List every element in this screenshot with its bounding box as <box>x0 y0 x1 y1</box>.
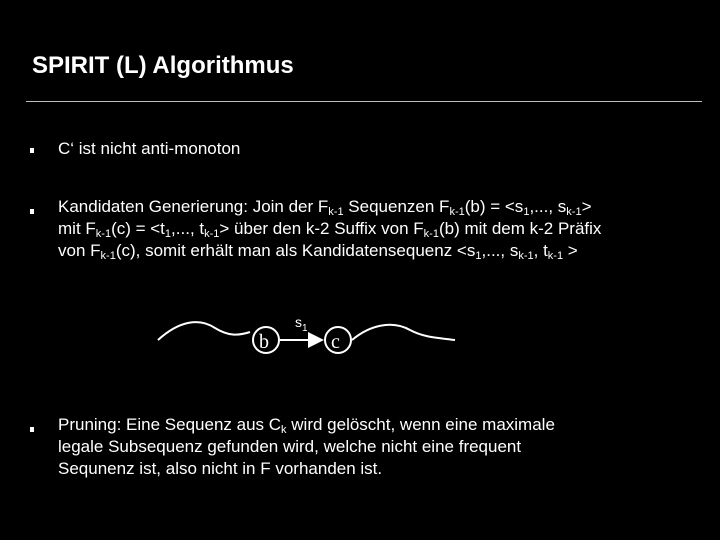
bullet-3-line-2: legale Subsequenz gefunden wird, welche nicht eine frequent <box>58 437 522 456</box>
b2-l3-s3: k-1 <box>518 250 534 262</box>
bullet-3-line-3: Sequnenz ist, also nicht in F vorhanden ist. <box>58 459 383 478</box>
b2-l3-b: (c), somit erhält man als Kandidatensequenz <s <box>115 241 476 260</box>
b2-l1-d: ,..., s <box>529 197 567 216</box>
node-c-label: c <box>331 331 340 353</box>
b2-l2-s3: k-1 <box>204 228 220 240</box>
bullet-marker-3 <box>30 427 34 432</box>
b2-l3-s1: k-1 <box>100 250 116 262</box>
b2-l1-s2: k-1 <box>449 206 465 218</box>
b2-l1-c: (b) = <s <box>464 197 524 216</box>
b2-l3-s4: k-1 <box>547 250 564 262</box>
right-wavy-sequence-line <box>352 325 455 340</box>
b2-l1-s1: k-1 <box>328 206 344 218</box>
left-wavy-sequence-line <box>158 322 250 340</box>
b2-l1-a: Kandidaten Generierung: Join der F <box>58 197 329 216</box>
b2-l3-e: > <box>563 241 578 260</box>
b2-l2-s2: 1 <box>164 228 172 240</box>
b2-l3-a: von F <box>58 241 101 260</box>
b2-l2-d: > über den k-2 Suffix von F <box>219 219 424 238</box>
edge-label <box>295 314 308 334</box>
edge-label-main: s <box>295 314 302 330</box>
edge-label-sub: 1 <box>302 323 308 334</box>
b2-l1-b: Sequenzen F <box>343 197 450 216</box>
b2-l2-s4: k-1 <box>423 228 439 240</box>
bullet-3-line-1 <box>58 414 708 436</box>
b2-l1-e: > <box>581 197 592 216</box>
b2-l3-d: , t <box>533 241 548 260</box>
slide-title: SPIRIT (L) Algorithmus <box>32 52 294 79</box>
b2-l2-s1: k-1 <box>95 228 112 240</box>
b2-l3-c: ,..., s <box>481 241 519 260</box>
b2-l1-s3: 1 <box>523 206 530 218</box>
b2-l2-c: ,..., t <box>171 219 205 238</box>
bullet-3-text <box>58 414 708 480</box>
b3-l1-b: wird gelöscht, wenn eine maximale <box>286 415 555 434</box>
node-b-label: b <box>259 331 269 353</box>
b2-l3-s2: 1 <box>475 250 482 262</box>
b3-l1-sub: k <box>281 424 287 436</box>
b2-l2-a: mit F <box>58 219 96 238</box>
b3-l1-a: Pruning: Eine Sequenz aus C <box>58 415 282 434</box>
b2-l1-s4: k-1 <box>566 206 582 218</box>
b2-l2-e: (b) mit dem k-2 Präfix <box>438 219 602 238</box>
bullet-1-line: C‘ ist nicht anti-monoton <box>58 139 241 158</box>
b2-l2-b: (c) = <t <box>111 219 165 238</box>
